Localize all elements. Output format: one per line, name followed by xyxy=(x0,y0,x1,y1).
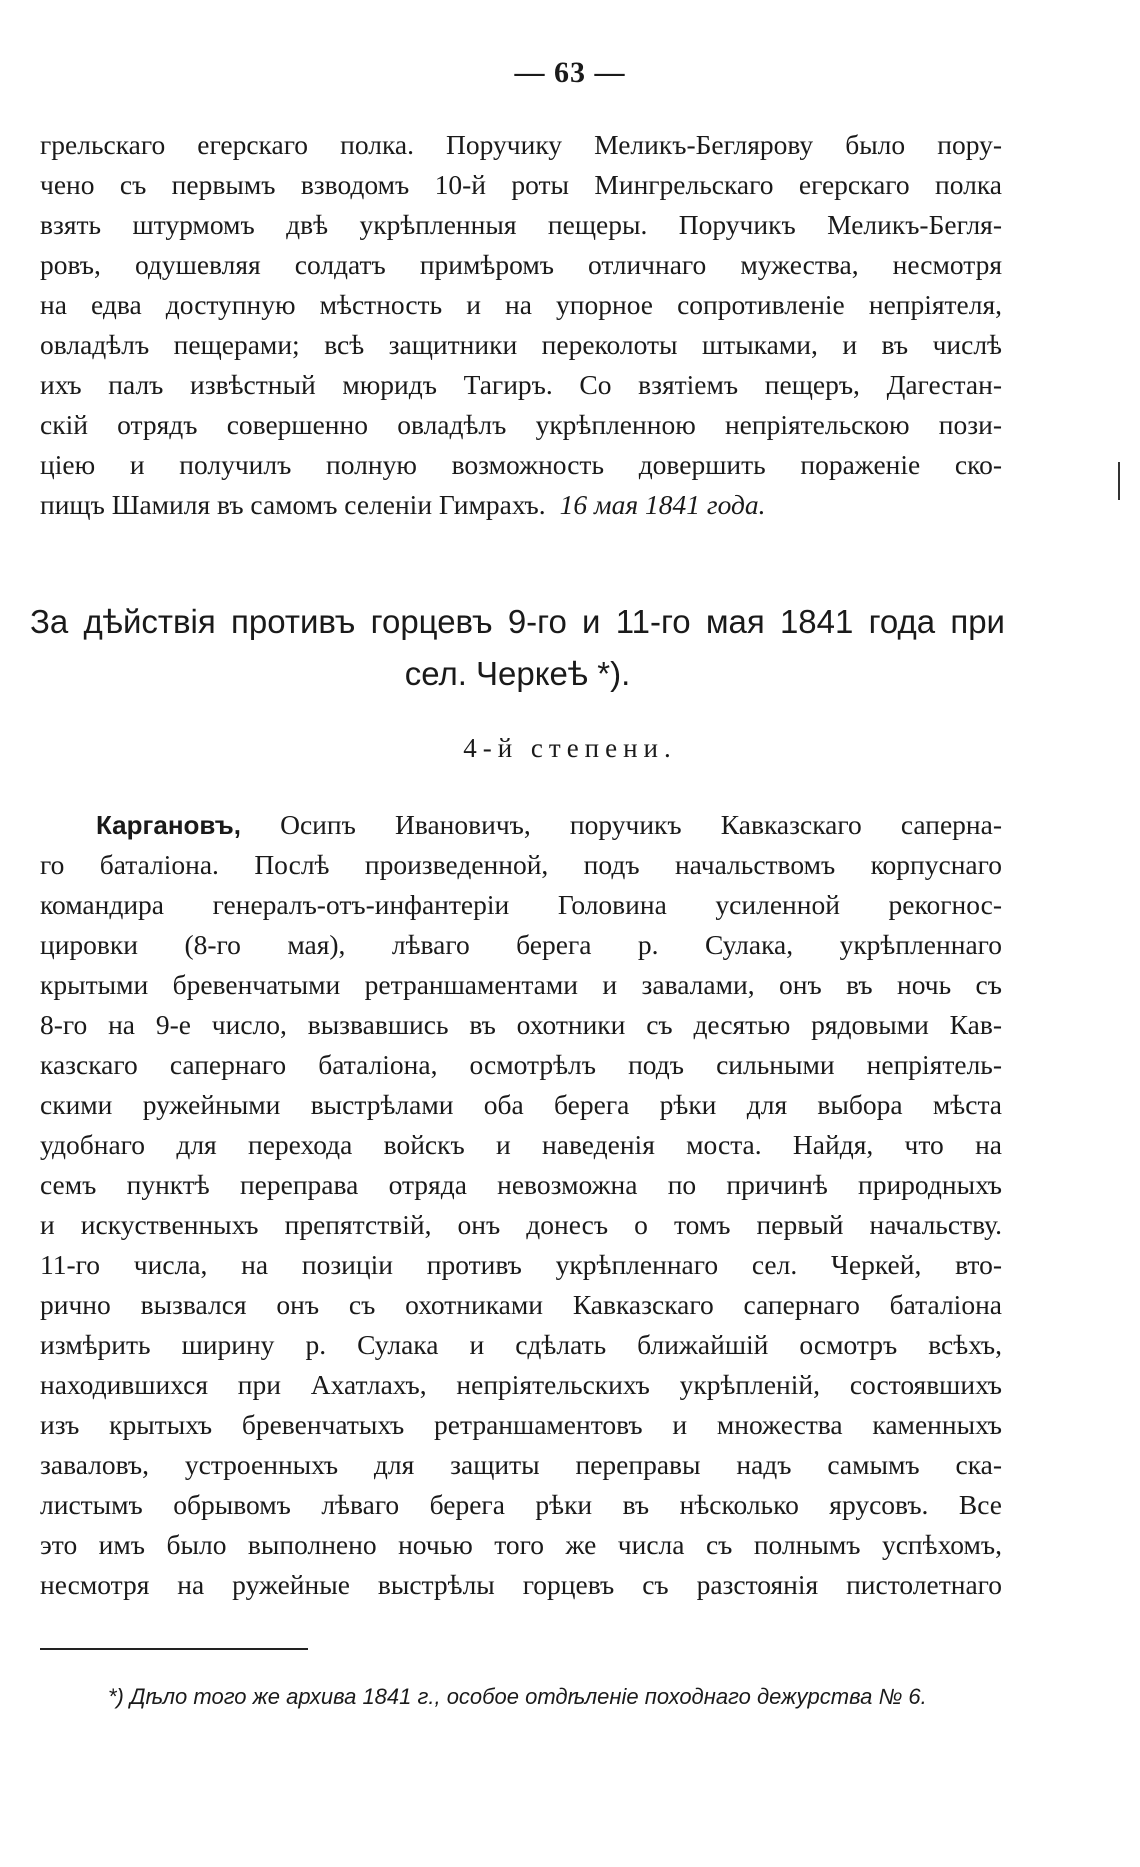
entry-line: заваловъ, устроенныхъ для защиты переправы надъ самымъ ска- xyxy=(40,1449,1002,1480)
paragraph-last-line xyxy=(40,485,1002,525)
page-number: — 63 — xyxy=(514,56,626,89)
entry-line: семъ пунктѣ переправа отряда невозможна по причинѣ природныхъ xyxy=(40,1169,1002,1200)
paragraph-line: взять штурмомъ двѣ укрѣпленныя пещеры. Поручикъ Меликъ-Бегля- xyxy=(40,209,1002,240)
footnote-divider xyxy=(40,1648,308,1650)
paragraph-line: на едва доступную мѣстность и на упорное сопротивленіе непріятеля, xyxy=(40,289,1002,320)
paragraph-line: ихъ палъ извѣстный мюридъ Тагиръ. Со взятіемъ пещеръ, Дагестан- xyxy=(40,369,1002,400)
paragraph-line: ціею и получилъ полную возможность довершить пораженіе ско- xyxy=(40,449,1002,480)
entry-line: находившихся при Ахатлахъ, непріятельскихъ укрѣпленій, состоявшихъ xyxy=(40,1369,1002,1400)
entry-line: изъ крытыхъ бревенчатыхъ ретраншаментовъ и множества каменныхъ xyxy=(40,1409,1002,1440)
entry-line: 8-го на 9-е число, вызвавшись въ охотники съ десятью рядовыми Кав- xyxy=(40,1009,1002,1040)
footnote: *) Дѣло того же архива 1841 г., особое отдѣленіе походнаго дежурства № 6. xyxy=(108,1684,927,1709)
entry-line: несмотря на ружейные выстрѣлы горцевъ съ разстоянія пистолетнаго xyxy=(40,1569,1002,1600)
entry-line: рично вызвался онъ съ охотниками Кавказскаго сапернаго баталіона xyxy=(40,1289,1002,1320)
entry-first-line xyxy=(40,805,1002,845)
entry-line: измѣрить ширину р. Сулака и сдѣлать ближайшій осмотръ всѣхъ, xyxy=(40,1329,1002,1360)
date-text: 16 мая 1841 года. xyxy=(559,489,766,520)
paragraph-line: грельскаго егерскаго полка. Поручику Меликъ-Беглярову было пору- xyxy=(40,129,1002,160)
entry-line: го баталіона. Послѣ произведенной, подъ начальствомъ корпуснаго xyxy=(40,849,1002,880)
entry-line: и искуственныхъ препятствій, онъ донесъ о томъ первый начальству. xyxy=(40,1209,1002,1240)
paragraph-line: скій отрядъ совершенно овладѣлъ укрѣпленною непріятельскою пози- xyxy=(40,409,1002,440)
section-heading-line-1: За дѣйствія противъ горцевъ 9-го и 11-го мая 1841 года при xyxy=(30,603,1005,640)
paragraph-line: ровъ, одушевляя солдатъ примѣромъ отличнаго мужества, несмотря xyxy=(40,249,1002,280)
entry-paragraph xyxy=(40,805,1002,1605)
paragraph-line-text: пищъ Шамиля въ самомъ селеніи Гимрахъ. xyxy=(40,489,546,520)
entry-line: удобнаго для перехода войскъ и наведенія моста. Найдя, что на xyxy=(40,1129,1002,1160)
section-heading-line-2: сел. Черкеѣ *). xyxy=(404,655,631,692)
section-heading xyxy=(30,596,1005,700)
entry-name: Каргановъ, xyxy=(96,810,241,840)
entry-line: командира генералъ-отъ-инфантеріи Головина усиленной рекогнос- xyxy=(40,889,1002,920)
degree-heading: 4-й степени. xyxy=(463,733,677,763)
entry-first-line-text: Осипъ Ивановичъ, поручикъ Кавказскаго саперна- xyxy=(240,809,1002,840)
paragraph-line: овладѣлъ пещерами; всѣ защитники переколоты штыками, и въ числѣ xyxy=(40,329,1002,360)
paragraph-line: чено съ первымъ взводомъ 10-й роты Мингрельскаго егерскаго полка xyxy=(40,169,1002,200)
entry-line: листымъ обрывомъ лѣваго берега рѣки въ нѣсколько ярусовъ. Все xyxy=(40,1489,1002,1520)
top-paragraph xyxy=(40,125,1002,525)
entry-line: скими ружейными выстрѣлами оба берега рѣки для выбора мѣста xyxy=(40,1089,1002,1120)
entry-line: казскаго сапернаго баталіона, осмотрѣлъ подъ сильными непріятель- xyxy=(40,1049,1002,1080)
entry-line: это имъ было выполнено ночью того же числа съ полнымъ успѣхомъ, xyxy=(40,1529,1002,1560)
entry-line: цировки (8-го мая), лѣваго берега р. Сулака, укрѣпленнаго xyxy=(40,929,1002,960)
entry-line: 11-го числа, на позиціи противъ укрѣпленнаго сел. Черкей, вто- xyxy=(40,1249,1002,1280)
entry-line: крытыми бревенчатыми ретраншаментами и завалами, онъ въ ночь съ xyxy=(40,969,1002,1000)
margin-mark xyxy=(1118,462,1120,500)
